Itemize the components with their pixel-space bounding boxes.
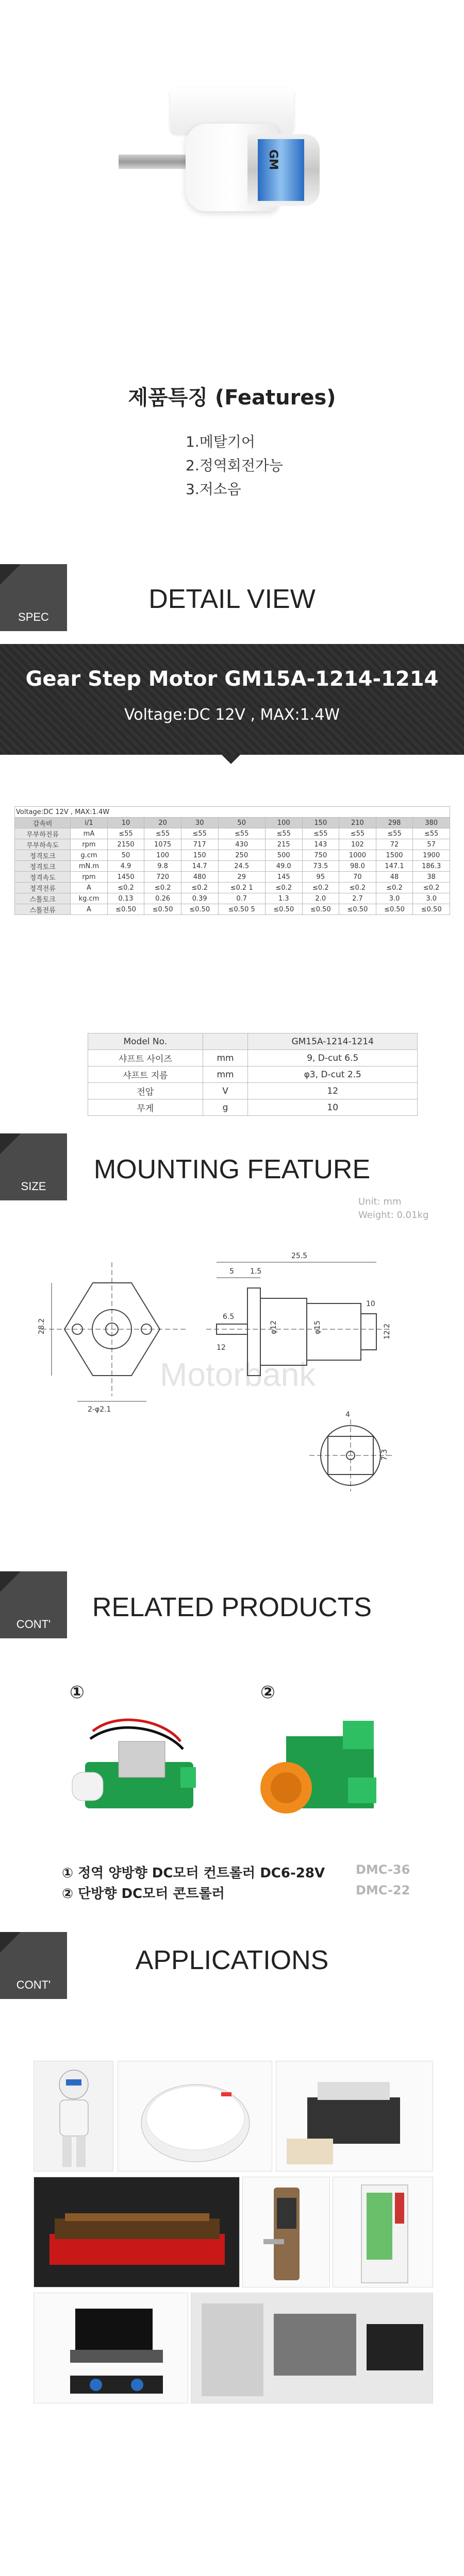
table-row [88,1050,418,1066]
related-item-1[interactable]: ① 정역 양방향 DC모터 컨트롤러 DC6-28V [62,1866,325,1881]
dim-label: 1.5 [250,1267,262,1276]
table-cell [203,1033,248,1050]
table-cell: V [203,1083,248,1099]
dim-label: 2-φ2.1 [88,1405,111,1414]
table-cell: i/1 [71,818,107,828]
table-cell: 1450 [107,872,144,883]
section-tag-spec: SPEC [0,564,67,631]
dim-label: φ15 [313,1320,322,1334]
table-cell: 2150 [107,839,144,850]
table-cell: mm [203,1066,248,1083]
table-cell: mN.m [71,861,107,872]
table-cell: 57 [413,839,450,850]
watermark: Motorbank [160,1356,316,1393]
dim-label: 25.5 [291,1252,308,1260]
features-title: 제품특징 (Features) [128,386,336,410]
feature-item: 2.정역회전가능 [186,457,284,474]
dim-label: 12.2 [383,1323,391,1340]
table-cell: 24.5 [218,861,265,872]
table-cell: 정격속도 [15,872,71,883]
table-cell: 72 [376,839,413,850]
feature-item: 1.메탈기어 [186,433,255,450]
section-tag-size: SIZE [0,1133,67,1200]
table-cell: 215 [265,839,302,850]
table-cell: 20 [144,818,181,828]
spec-voltage-note: Voltage:DC 12V , MAX:1.4W [15,807,450,818]
table-row [15,839,450,850]
table-cell: 150 [302,818,339,828]
table-cell: 50 [218,818,265,828]
table-cell: 70 [339,872,376,883]
section-tag-applications: CONT' [0,1932,67,1999]
banner-notch [222,755,240,764]
table-cell: mA [71,828,107,839]
table-cell: 717 [181,839,218,850]
app-image-robot [34,2061,113,2172]
table-row [15,904,450,915]
dim-label: 5 [229,1267,234,1276]
table-cell: 3.0 [376,893,413,904]
table-cell: 98.0 [339,861,376,872]
table-cell: 12 [248,1083,418,1099]
table-cell: ≤0.50 [144,904,181,915]
table-row [15,893,450,904]
table-cell: ≤55 [413,828,450,839]
table-cell: 10 [248,1099,418,1116]
table-row [15,883,450,893]
table-cell: 전압 [88,1083,203,1099]
table-cell: ≤55 [376,828,413,839]
product-image-dmc22[interactable] [245,1700,389,1834]
table-row [15,872,450,883]
table-cell: 스톨전류 [15,904,71,915]
table-cell: A [71,883,107,893]
table-cell: 스톨토크 [15,893,71,904]
table-cell: 210 [339,818,376,828]
feature-item: 3.저소음 [186,481,241,498]
table-cell: rpm [71,872,107,883]
dim-label: 4 [345,1411,350,1419]
table-cell: 1500 [376,850,413,861]
table-cell: Model No. [88,1033,203,1050]
table-row [15,850,450,861]
table-cell: kg.cm [71,893,107,904]
unit-note [358,1195,428,1222]
table-cell: ≤0.2 [107,883,144,893]
table-cell: 100 [144,850,181,861]
related-item-2[interactable]: ② 단방향 DC모터 콘트롤러 [62,1886,225,1902]
table-row [88,1099,418,1116]
app-image-vending-machine [333,2177,433,2287]
table-cell: mm [203,1050,248,1066]
hero-product-image [0,0,464,361]
section-title-detail-view: DETAIL VIEW [148,584,316,614]
model-banner [0,644,464,755]
table-cell: ≤0.50 [413,904,450,915]
table-cell: ≤55 [302,828,339,839]
table-cell: ≤0.2 [339,883,376,893]
table-cell: 샤프트 지름 [88,1066,203,1083]
table-cell: ≤0.50 [376,904,413,915]
app-image-living-room [191,2293,433,2403]
features-list [186,430,283,501]
mounting-drawing [31,1231,443,1520]
table-cell: 95 [302,872,339,883]
dim-label: 6.5 [223,1313,235,1321]
table-row [88,1083,418,1099]
table-cell: 186.3 [413,861,450,872]
table-cell: g [203,1099,248,1116]
table-cell: ≤0.50 5 [218,904,265,915]
table-cell: 감속비 [15,818,71,828]
table-cell: 73.5 [302,861,339,872]
table-cell: 0.26 [144,893,181,904]
table-cell: 4.9 [107,861,144,872]
table-cell: ≤0.2 [376,883,413,893]
section-tag-related: CONT' [0,1571,67,1638]
banner-subtitle: Voltage:DC 12V , MAX:1.4W [124,706,340,724]
table-cell: 380 [413,818,450,828]
spec-table [14,806,450,915]
table-cell: ≤0.50 [107,904,144,915]
table-cell: 750 [302,850,339,861]
table-cell: 50 [107,850,144,861]
table-cell: ≤0.2 [181,883,218,893]
app-image-door-lock [242,2177,330,2287]
table-cell: 102 [339,839,376,850]
product-image-dmc36[interactable] [62,1700,206,1834]
table-cell: 무부하전류 [15,828,71,839]
weight-text: Weight: 0.01kg [358,1210,429,1221]
section-title-related-products: RELATED PRODUCTS [92,1592,372,1622]
table-cell: A [71,904,107,915]
table-cell: 9.8 [144,861,181,872]
table-cell: 정격토크 [15,861,71,872]
table-cell: 정격토크 [15,850,71,861]
table-cell: 10 [107,818,144,828]
table-cell: 143 [302,839,339,850]
table-cell: ≤0.2 [302,883,339,893]
table-cell: ≤0.2 [144,883,181,893]
table-cell: ≤55 [218,828,265,839]
dim-label: 7.3 [380,1449,389,1461]
dim-label: 28.2 [38,1318,46,1334]
table-cell: ≤0.50 [339,904,376,915]
section-title-mounting-feature: MOUNTING FEATURE [93,1155,371,1184]
table-cell: 150 [181,850,218,861]
table-cell: 145 [265,872,302,883]
table-row [15,828,450,839]
table-cell: 2.0 [302,893,339,904]
app-image-printer [276,2061,433,2172]
table-cell: 2.7 [339,893,376,904]
model-table [88,1033,418,1116]
table-cell: 430 [218,839,265,850]
dim-label: 12 [217,1344,226,1352]
table-cell: 38 [413,872,450,883]
related-code-1: DMC-36 [356,1862,410,1877]
table-cell: 500 [265,850,302,861]
table-cell: 29 [218,872,265,883]
table-cell: ≤0.2 [265,883,302,893]
table-cell: ≤55 [107,828,144,839]
table-cell: 250 [218,850,265,861]
table-cell: 30 [181,818,218,828]
table-cell: 49.0 [265,861,302,872]
table-cell: 정격전류 [15,883,71,893]
table-cell: 14.7 [181,861,218,872]
table-cell: ≤55 [181,828,218,839]
related-code-2: DMC-22 [356,1883,410,1897]
table-cell: GM15A-1214-1214 [248,1033,418,1050]
table-cell: 100 [265,818,302,828]
table-cell: 1.3 [265,893,302,904]
banner-title: Gear Step Motor GM15A-1214-1214 [25,667,439,691]
product-number-2: ② [260,1682,275,1703]
table-cell: 147.1 [376,861,413,872]
table-cell: 48 [376,872,413,883]
table-cell: φ3, D-cut 2.5 [248,1066,418,1083]
spec-header-row [15,818,450,828]
section-title-applications: APPLICATIONS [135,1945,329,1975]
table-cell: rpm [71,839,107,850]
table-cell: 0.39 [181,893,218,904]
table-cell: ≤55 [144,828,181,839]
table-cell: 298 [376,818,413,828]
app-image-bbq-grill [34,2177,240,2287]
table-row [88,1066,418,1083]
table-cell: 9, D-cut 6.5 [248,1050,418,1066]
table-cell: ≤0.2 1 [218,883,265,893]
unit-text: Unit: mm [358,1196,402,1207]
table-cell: 무게 [88,1099,203,1116]
app-image-robot-vacuum [118,2061,272,2172]
table-cell: 1075 [144,839,181,850]
table-cell: 샤프트 사이즈 [88,1050,203,1066]
end-view [309,1419,392,1492]
motor-label-text: GM [267,149,279,170]
table-cell: 0.13 [107,893,144,904]
table-cell: ≤0.2 [413,883,450,893]
table-cell: 1000 [339,850,376,861]
table-row [15,861,450,872]
table-cell: 3.0 [413,893,450,904]
dim-label: 10 [366,1300,375,1308]
table-cell: ≤55 [339,828,376,839]
table-cell: ≤55 [265,828,302,839]
table-cell: g.cm [71,850,107,861]
model-header-row [88,1033,418,1050]
table-cell: ≤0.50 [181,904,218,915]
table-cell: ≤0.50 [302,904,339,915]
table-cell: 무부하속도 [15,839,71,850]
table-cell: 480 [181,872,218,883]
dim-label: φ12 [270,1320,278,1334]
table-cell: 1900 [413,850,450,861]
table-cell: ≤0.50 [265,904,302,915]
table-cell: 0.7 [218,893,265,904]
app-image-range-hood [34,2293,188,2403]
table-cell: 720 [144,872,181,883]
product-number-1: ① [70,1682,85,1703]
